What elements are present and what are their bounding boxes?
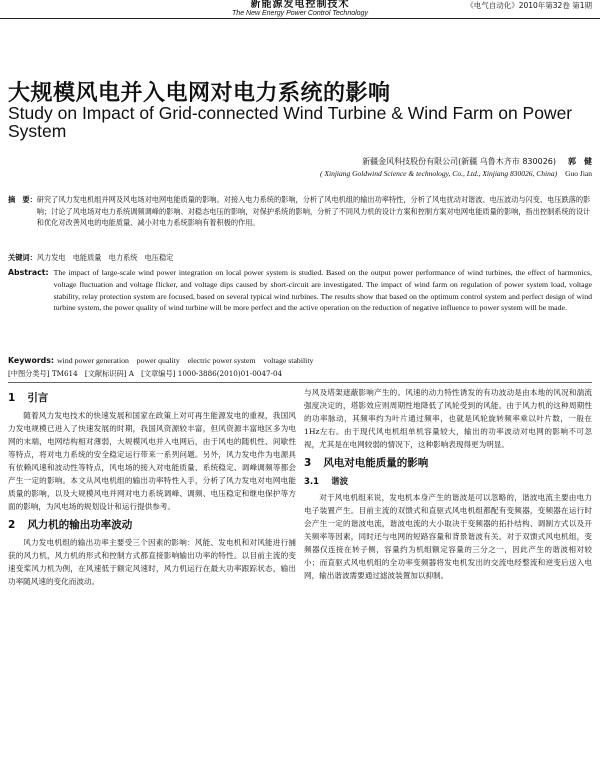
- section-1-paragraph: 随着风力发电技术的快速发展和国家在政策上对可再生能源发电的重视，我国风力发电规模已进入了快速发展的时期，我国风资源较丰富，但风资源丰富地区多为电网的末端，电网结构相对薄弱，大规模风电并入电网后，由于风电的随机性、间歇性等特点，将对电力系统的安全稳定运行带来一系列问题。另外，风力发电作为电源具有依赖风速和波动性等特点，风电场的接入对电能质量、系统稳定、调峰调频等都会产生一定的影响。本文从风电机组的输出功率特性入手，分析了风力发电对电网电能质量的影响，以及大规模风电并网对电力系统调峰、调频、电压稳定和继电保护等方面的影响，为风电场的规划设计和运行提供参考。: [8, 411, 296, 511]
- section-3-title: 风电对电能质量的影响: [323, 457, 429, 469]
- paper-title-cn: 大规模风电并入电网对电力系统的影响: [8, 81, 391, 106]
- author-affiliation-en: [320, 169, 592, 178]
- section-2-paragraph: 风力发电机组的输出功率主要受三个因素的影响：风能、发电机和对风能进行捕获的风力机，风力机的形式和控制方式都直接影响输出功率的特性。以目前主流的变速变桨风力机为例，在风速低于额定风速时，风力机运行在最大功率跟踪状态，输出功率随风速的变化而波动。: [8, 538, 296, 586]
- keywords-en-label: Keywords:: [8, 356, 55, 365]
- keywords-cn: [8, 252, 592, 264]
- body-left-column: [8, 386, 296, 588]
- section-3-1-paragraph: 对于风电机组来说，发电机本身产生的谐波是可以忽略的，谐波电流主要由电力电子装置产生。目前主流的双馈式和直驱式风电机组都配有变频器，变频器在运行时会产生一定的谐波电流，谐波电流的大小取决于变频器的拓扑结构、调制方式以及开关频率等因素，同时还与电网的短路容量和背景谐波有关。对于双馈式风电机组，变频器仅连接在转子侧，容量约为机组额定容量的三分之一，因此产生的谐波相对较小；而直驱式风电机组的全功率变频器将发电机发出的交流电经整流和逆变后送入电网，输出谐波需要通过滤波装置加以抑制。: [304, 493, 592, 580]
- section-2-heading: [8, 515, 296, 535]
- keywords-en: [8, 355, 592, 367]
- abstract-cn-label: 摘 要：: [8, 195, 37, 204]
- header-rule: [0, 18, 600, 19]
- author-name-en: Guo Jian: [565, 169, 592, 178]
- abstract-en: [8, 267, 592, 314]
- abstract-cn-text: 研究了风力发电机组并网及风电场对电网电能质量的影响。对接入电力系统的影响，分析了风电机组的输出功率特性，分析了风电扰动对谐波、电压波动与闪变、电压跌落的影响；讨论了风电场对电力系统调频调峰的影响、对稳态电压的影响，对保护系统的影响，分析了不同风力机的设计方案和控制方案对电网电能质量的影响，指出控制系统的设计和优化对改善风电的电能质量、减小对电力系统影响有着积极的作用。: [36, 195, 591, 227]
- paper-title-en: Study on Impact of Grid-connected Wind Turbine & Wind Farm on Power System: [8, 103, 573, 141]
- issue-info: 《电气自动化》2010年第32卷 第1期: [466, 1, 592, 10]
- author-affiliation-cn: [362, 156, 592, 167]
- affiliation-en: ( Xinjiang Goldwind Science & technology, Co., Ltd., Xinjiang 830026, China): [320, 169, 558, 178]
- affiliation-cn: 新疆金风科技股份有限公司(新疆 乌鲁木齐市 830026): [362, 157, 556, 166]
- author-name-cn: 郭 健: [568, 157, 592, 166]
- section-1-heading: [8, 388, 296, 408]
- journal-name-en: The New Energy Power Control Technology: [232, 10, 368, 17]
- body-right-column: [304, 386, 592, 582]
- keywords-en-text: wind power generation power quality electric power system voltage stability: [57, 356, 314, 365]
- abstract-en-text: The impact of large-scale wind power integration on local power system is studied. Based on the output power performance of wind turbines, the effect of harmonics, voltage fluctuation and voltage flicker, and voltage dips caused by short-circuit are investigated. The impact of wind farm on regulation of power system load, voltage stability, relay protection system are focused, based on several typical wind turbines. The results show that based on the optimum control system and perfect design of wind turbine system, the power quality of wind turbine will be more perfect and the active operation on the reduction of negative influence to power system will be made.: [53, 268, 592, 313]
- abstract-en-label: Abstract:: [8, 268, 49, 277]
- abstract-cn: [8, 194, 592, 229]
- section-3-1-title: 谐波: [331, 477, 349, 487]
- keywords-cn-text: 风力发电 电能质量 电力系统 电压稳定: [36, 253, 174, 262]
- section-3-number: 3: [304, 457, 312, 469]
- journal-name-cn: 新能源发电控制技术: [250, 0, 350, 10]
- abstract-rule: [8, 382, 592, 383]
- section-3-heading: [304, 453, 592, 473]
- section-1-title: 引言: [27, 392, 49, 404]
- keywords-cn-label: 关键词：: [8, 253, 37, 262]
- section-3-1-heading: [304, 474, 592, 490]
- running-header: [200, 0, 400, 18]
- section-1-number: 1: [8, 392, 16, 404]
- section-2-title: 风力机的输出功率波动: [27, 519, 133, 531]
- section-3-1-number: 3.1: [304, 477, 320, 487]
- right-column-intro: 与风及塔架遮蔽影响产生的。风速的动力特性诱发的有功波动是由本地的风况和湍流强度决定的，塔影效应则周期性地降低了风轮受到的风能。由于风力机的这种周期性的功率脉动，其频率约为叶片通过频率，也就是风轮旋转频率乘以叶片数，一般在1Hz左右。由于现代风电机组单机容量较大，输出的功率波动对电网的影响不可忽视，尤其是在电网较弱的情况下，这种影响表现得更为明显。: [304, 388, 592, 449]
- section-2-number: 2: [8, 519, 16, 531]
- classification-line: [中图分类号] TM614 [文献标识码] A [文章编号] 1000-3886(2010)01-0047-04: [8, 369, 283, 378]
